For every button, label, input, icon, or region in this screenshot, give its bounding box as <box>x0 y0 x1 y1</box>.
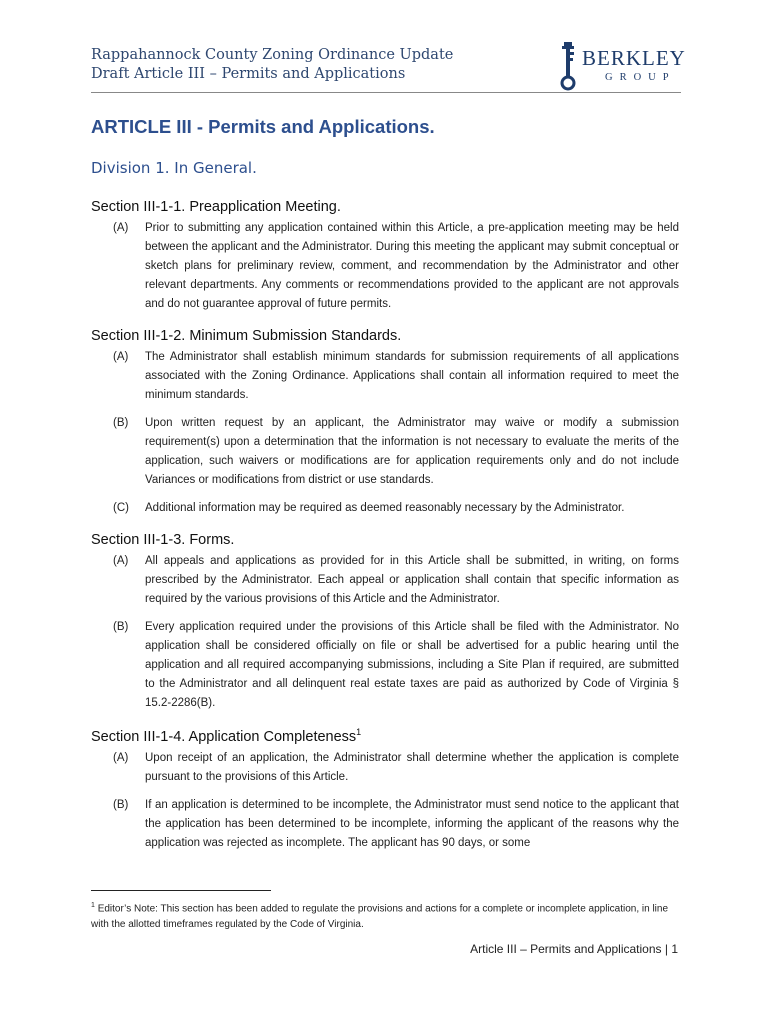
section-title: Section III-1-2. Minimum Submission Standards. <box>91 328 402 344</box>
list-item <box>91 499 679 518</box>
section-minimum-submission-standards <box>91 328 679 518</box>
key-icon <box>556 40 580 92</box>
item-label: (B) <box>113 417 129 429</box>
header-line-2: Draft Article III – Permits and Applications <box>91 66 406 82</box>
list-item <box>91 414 679 490</box>
item-label: (C) <box>113 502 129 514</box>
section-title: Section III-1-3. Forms. <box>91 532 235 548</box>
footnote-marker: 1 <box>91 902 95 909</box>
item-label: (A) <box>113 222 129 234</box>
item-label: (B) <box>113 798 129 811</box>
list-item <box>91 348 679 405</box>
list-item <box>91 796 679 853</box>
section-title <box>91 727 679 745</box>
item-label: (A) <box>113 751 129 764</box>
item-label: (B) <box>113 621 129 633</box>
section-title-text: Section III-1-4. Application Completeness <box>91 728 357 745</box>
header-divider <box>91 92 681 93</box>
footnote-text: Editor’s Note: This section has been added to regulate the provisions and actions for a complete or incomplete application, in line with the allotted timeframes regulated by the Code of Virginia. <box>91 903 669 931</box>
footnote-divider <box>91 890 271 891</box>
item-text: Upon receipt of an application, the Administrator shall determine whether the application is complete pursuant to the provisions of this Article. <box>145 751 679 783</box>
item-text: Every application required under the provisions of this Article shall be filed with the Administrator. No application shall be considered officially on file or shall be advertised for a public hearing until the application and all required accompanying submissions, including a Site Plan if required, are submitted to the Administrator and all delinquent real estate taxes are paid as authorized by Code of Virginia § 15.2-2286(B). <box>145 621 679 709</box>
item-label: (A) <box>113 555 129 567</box>
item-text: Prior to submitting any application contained within this Article, a pre-application meeting may be held between the applicant and the Administrator. During this meeting the applicant may submit conceptual or sketch plans for preliminary review, comment, and recommendation by the Administrator and other relevant departments. Any comments or recommendations provided to the applicant are not approvals and do not guarantee approval of future permits. <box>145 222 679 310</box>
document-body <box>91 199 679 867</box>
division-title: Division 1. In General. <box>91 159 257 177</box>
item-text: Upon written request by an applicant, the Administrator may waive or modify a submission requirement(s) upon a determination that the information is not necessary to evaluate the merits of the application, such waivers or modifications are for application requirements only and do not include Variances or modifications from district or use standards. <box>145 417 679 486</box>
list-item <box>91 219 679 314</box>
item-text: All appeals and applications as provided for in this Article shall be submitted, in writing, on forms prescribed by the Administrator. Each appeal or application shall contain that specific information as required by the various provisions of this Article and the Administrator. <box>145 555 679 605</box>
page-footer: Article III – Permits and Applications | 1 <box>470 942 678 956</box>
footnote-reference[interactable]: 1 <box>356 727 362 737</box>
item-label: (A) <box>113 351 129 363</box>
list-item <box>91 552 679 609</box>
section-forms <box>91 532 679 713</box>
section-application-completeness <box>91 727 679 853</box>
section-preapplication-meeting <box>91 199 679 314</box>
list-item <box>91 618 679 713</box>
logo-word-group: GROUP <box>605 72 676 83</box>
item-text: If an application is determined to be incomplete, the Administrator must send notice to the applicant that the application has been determined to be incomplete, informing the applicant of the reasons why the application was rejected as incomplete. The applicant has 90 days, or some <box>145 798 679 849</box>
header-line-1: Rappahannock County Zoning Ordinance Update <box>91 47 454 63</box>
section-title: Section III-1-1. Preapplication Meeting. <box>91 199 341 215</box>
footnote <box>91 898 679 933</box>
item-text: Additional information may be required as deemed reasonably necessary by the Administrator. <box>145 502 625 514</box>
list-item <box>91 749 679 787</box>
item-text: The Administrator shall establish minimum standards for submission requirements of all applications associated with the Zoning Ordinance. Applications shall contain all information required to meet the minimum standards. <box>145 351 679 401</box>
article-title: ARTICLE III - Permits and Applications. <box>91 116 435 137</box>
berkley-group-logo <box>556 40 686 92</box>
logo-word-berkley: BERKLEY <box>582 46 686 70</box>
